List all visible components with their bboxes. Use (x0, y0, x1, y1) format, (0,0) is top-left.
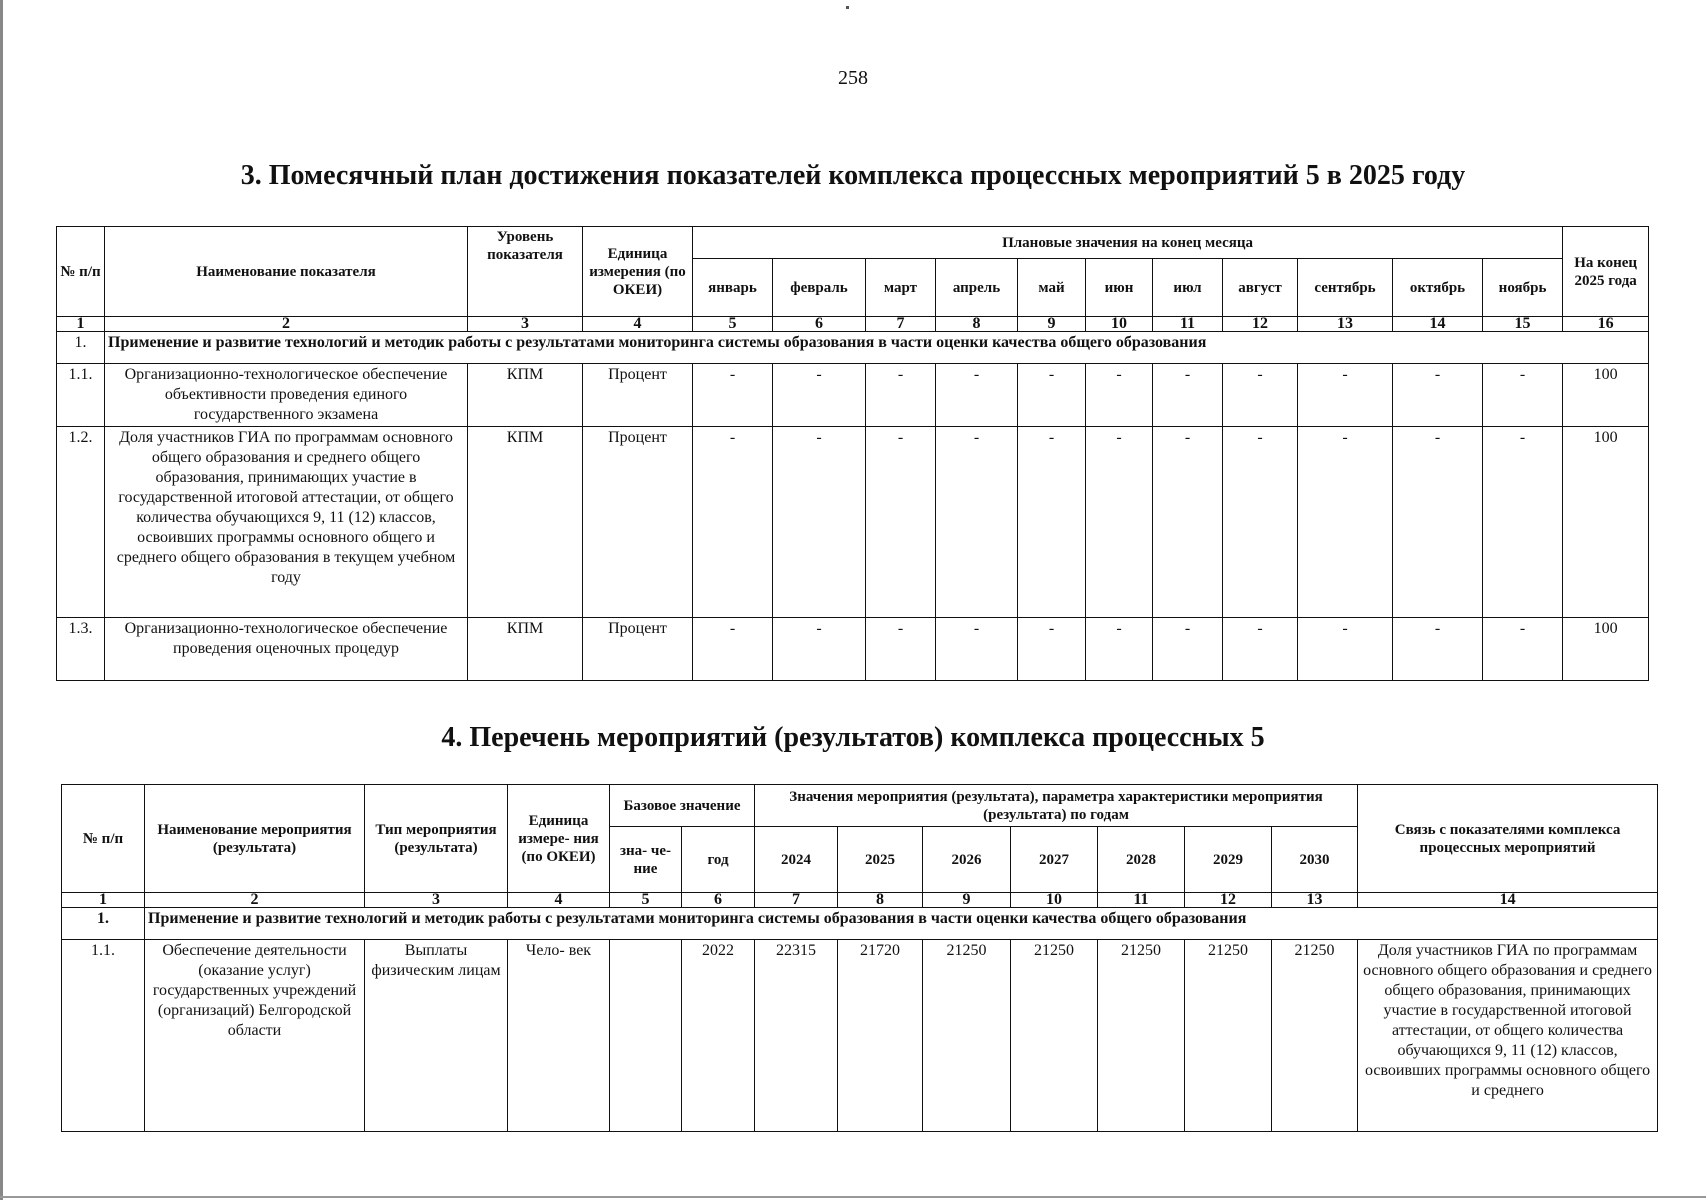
year-value: 21250 (1011, 940, 1098, 1132)
col-header-values: Значения мероприятия (результата), параметра характеристики мероприятия (результата) по годам (755, 785, 1358, 827)
month-value: - (1223, 427, 1298, 618)
col-number: 12 (1185, 893, 1272, 908)
col-number: 7 (755, 893, 838, 908)
indicator-level: КПМ (468, 364, 583, 427)
month-header: январь (693, 259, 773, 317)
month-value: - (773, 427, 866, 618)
activities-table (61, 784, 1658, 1132)
month-value: - (1223, 364, 1298, 427)
year-header: 2027 (1011, 827, 1098, 893)
base-value (610, 940, 682, 1132)
row-num: 1.3. (57, 618, 105, 681)
col-header-base-year: год (682, 827, 755, 893)
month-value: - (936, 364, 1018, 427)
month-header: август (1223, 259, 1298, 317)
row-num: 1.1. (57, 364, 105, 427)
month-value: - (693, 364, 773, 427)
col-number: 14 (1358, 893, 1658, 908)
month-value: - (1393, 427, 1483, 618)
year-header: 2026 (923, 827, 1011, 893)
month-value: - (1483, 618, 1563, 681)
col-number: 2 (105, 317, 468, 332)
table-row (57, 618, 1649, 681)
year-header: 2030 (1272, 827, 1358, 893)
table-row (57, 427, 1649, 618)
month-header: март (866, 259, 936, 317)
month-header: июн (1086, 259, 1153, 317)
indicator-name: Организационно-технологическое обеспечение проведения оценочных процедур (105, 618, 468, 681)
month-value: - (773, 618, 866, 681)
month-value: - (1393, 364, 1483, 427)
year-value: 21250 (1098, 940, 1185, 1132)
col-number: 3 (365, 893, 508, 908)
col-header-type: Тип мероприятия (результата) (365, 785, 508, 893)
year-value: 22315 (755, 940, 838, 1132)
section-4-title: 4. Перечень мероприятий (результатов) комплекса процессных 5 (441, 722, 1265, 753)
month-value: - (1018, 364, 1086, 427)
section-row-text: Применение и развитие технологий и методик работы с результатами мониторинга системы образования в части оценки качества общего образования (145, 908, 1658, 940)
col-number: 5 (610, 893, 682, 908)
col-header-base-value: зна- че- ние (610, 827, 682, 893)
col-number: 8 (936, 317, 1018, 332)
col-header-end: На конец 2025 года (1563, 227, 1649, 317)
col-header-planned: Плановые значения на конец месяца (693, 227, 1563, 259)
indicator-name: Доля участников ГИА по программам основного общего образования и среднего общего образования, принимающих участие в государственной итоговой аттестации, от общего количества обучающихся 9, 11 (12) классов, освоивших программы основного общего и среднего общего образования в текущем учебном году (105, 427, 468, 618)
month-value: - (866, 364, 936, 427)
col-number: 12 (1223, 317, 1298, 332)
month-header: сентябрь (1298, 259, 1393, 317)
section-row-text: Применение и развитие технологий и методик работы с результатами мониторинга системы образования в части оценки качества общего образования (105, 332, 1649, 364)
month-value: - (1153, 427, 1223, 618)
year-header: 2028 (1098, 827, 1185, 893)
col-header-num: № п/п (62, 785, 145, 893)
year-header: 2024 (755, 827, 838, 893)
col-number: 10 (1086, 317, 1153, 332)
month-value: - (1298, 427, 1393, 618)
col-number: 13 (1298, 317, 1393, 332)
indicator-unit: Процент (583, 364, 693, 427)
month-value: - (1086, 427, 1153, 618)
month-header: май (1018, 259, 1086, 317)
scan-bottom-edge (0, 1196, 1706, 1198)
section-row-num: 1. (57, 332, 105, 364)
end-value: 100 (1563, 427, 1649, 618)
col-header-name: Наименование мероприятия (результата) (145, 785, 365, 893)
col-number: 9 (923, 893, 1011, 908)
linked-indicator: Доля участников ГИА по программам основного общего образования и среднего общего образования, принимающих участие в государственной итоговой аттестации, от общего количества обучающихся 9, 11 (12) классов, освоивших программы основного общего и среднего (1358, 940, 1658, 1132)
col-header-unit: Единица измерения (по ОКЕИ) (583, 227, 693, 317)
month-value: - (1483, 427, 1563, 618)
year-header: 2025 (838, 827, 923, 893)
end-value: 100 (1563, 364, 1649, 427)
col-number: 3 (468, 317, 583, 332)
month-value: - (866, 618, 936, 681)
activity-name: Обеспечение деятельности (оказание услуг) государственных учреждений (организаций) Белгородской области (145, 940, 365, 1132)
col-number: 2 (145, 893, 365, 908)
month-value: - (936, 618, 1018, 681)
col-number: 5 (693, 317, 773, 332)
indicator-unit: Процент (583, 427, 693, 618)
col-number: 7 (866, 317, 936, 332)
year-value: 21250 (1185, 940, 1272, 1132)
month-value: - (1153, 618, 1223, 681)
col-number: 15 (1483, 317, 1563, 332)
col-number: 10 (1011, 893, 1098, 908)
col-number: 13 (1272, 893, 1358, 908)
year-value: 21250 (923, 940, 1011, 1132)
month-value: - (693, 618, 773, 681)
col-header-name: Наименование показателя (105, 227, 468, 317)
month-header: ноябрь (1483, 259, 1563, 317)
table-row (62, 940, 1658, 1132)
month-header: июл (1153, 259, 1223, 317)
col-header-num: № п/п (57, 227, 105, 317)
month-value: - (1483, 364, 1563, 427)
month-value: - (866, 427, 936, 618)
month-value: - (1018, 618, 1086, 681)
indicator-name: Организационно-технологическое обеспечение объективности проведения единого государственного экзамена (105, 364, 468, 427)
col-number: 4 (583, 317, 693, 332)
col-header-base: Базовое значение (610, 785, 755, 827)
page-number: 258 (838, 67, 868, 89)
col-header-link: Связь с показателями комплекса процессных мероприятий (1358, 785, 1658, 893)
col-header-level: Уровень показателя (468, 227, 583, 317)
col-number: 6 (682, 893, 755, 908)
month-value: - (1086, 364, 1153, 427)
col-number: 16 (1563, 317, 1649, 332)
row-num: 1.1. (62, 940, 145, 1132)
col-number: 9 (1018, 317, 1086, 332)
indicator-unit: Процент (583, 618, 693, 681)
activity-unit: Чело- век (508, 940, 610, 1132)
col-number: 1 (57, 317, 105, 332)
base-year: 2022 (682, 940, 755, 1132)
indicator-level: КПМ (468, 427, 583, 618)
col-number: 4 (508, 893, 610, 908)
month-value: - (1223, 618, 1298, 681)
month-value: - (1298, 364, 1393, 427)
end-value: 100 (1563, 618, 1649, 681)
section-3-title: 3. Помесячный план достижения показателей комплекса процессных мероприятий 5 в 2025 году (240, 160, 1466, 191)
month-value: - (1153, 364, 1223, 427)
col-header-unit: Единица измере- ния (по ОКЕИ) (508, 785, 610, 893)
monthly-plan-table (56, 226, 1649, 681)
col-number: 14 (1393, 317, 1483, 332)
month-value: - (693, 427, 773, 618)
month-value: - (773, 364, 866, 427)
month-value: - (1298, 618, 1393, 681)
month-value: - (1018, 427, 1086, 618)
col-number: 6 (773, 317, 866, 332)
col-number: 1 (62, 893, 145, 908)
month-value: - (1086, 618, 1153, 681)
col-number: 11 (1098, 893, 1185, 908)
month-value: - (1393, 618, 1483, 681)
year-header: 2029 (1185, 827, 1272, 893)
scan-speck (846, 6, 849, 9)
row-num: 1.2. (57, 427, 105, 618)
col-number: 8 (838, 893, 923, 908)
section-row-num: 1. (62, 908, 145, 940)
year-value: 21250 (1272, 940, 1358, 1132)
month-value: - (936, 427, 1018, 618)
indicator-level: КПМ (468, 618, 583, 681)
month-header: апрель (936, 259, 1018, 317)
month-header: февраль (773, 259, 866, 317)
col-number: 11 (1153, 317, 1223, 332)
year-value: 21720 (838, 940, 923, 1132)
table-row (57, 364, 1649, 427)
month-header: октябрь (1393, 259, 1483, 317)
activity-type: Выплаты физическим лицам (365, 940, 508, 1132)
